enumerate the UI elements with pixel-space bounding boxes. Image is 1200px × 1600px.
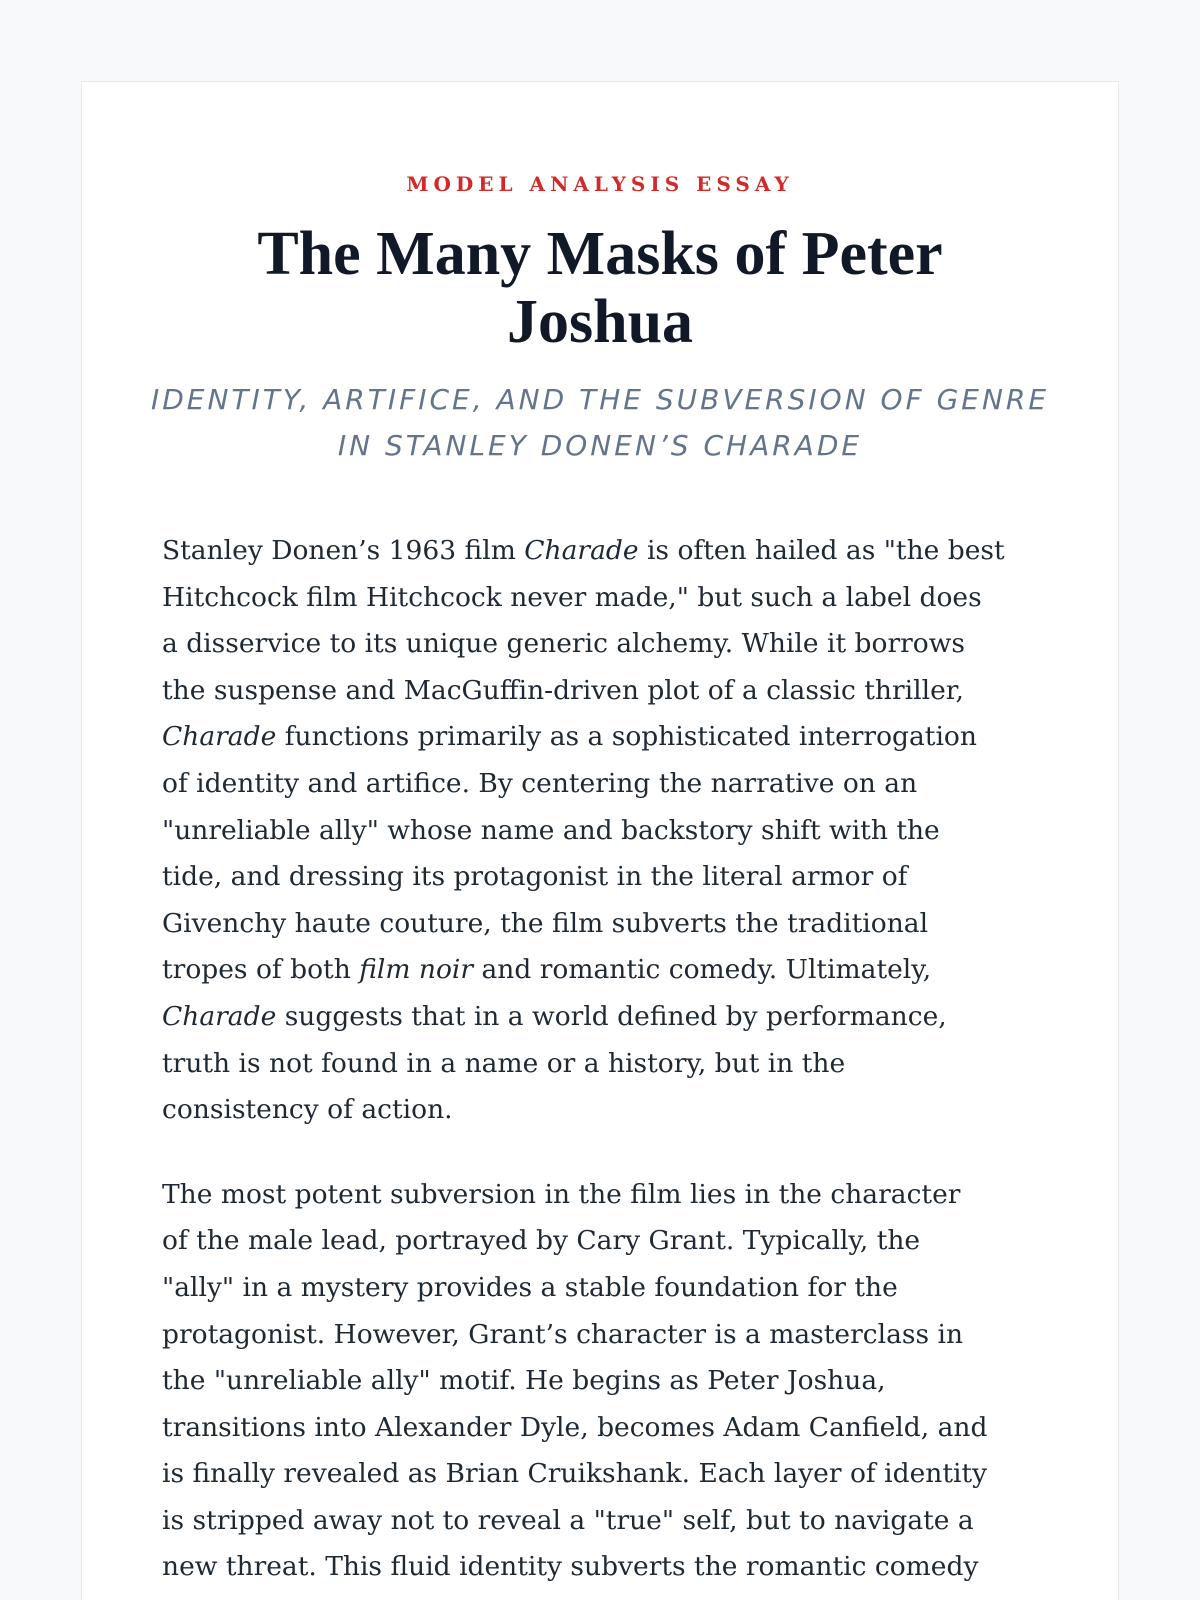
- text-run: and romantic comedy. Ultimately,: [473, 954, 932, 986]
- text-run: tide, and dressing its protagonist in the literal armor of: [162, 861, 908, 893]
- italic-text-run: Charade: [162, 1000, 277, 1032]
- text-run: the suspense and MacGuffin-driven plot of a classic thriller,: [162, 674, 964, 706]
- essay-paragraph: [162, 528, 1042, 1134]
- paragraph-line: [162, 994, 1042, 1041]
- paragraph-line: [162, 668, 1042, 715]
- text-run: truth is not found in a name or a history, but in the: [162, 1047, 846, 1079]
- italic-text-run: Charade: [162, 721, 277, 753]
- italic-text-run: Charade: [524, 535, 639, 566]
- text-run: Hitchcock film Hitchcock never made," but such a label does: [162, 581, 982, 613]
- paragraph-line: [162, 808, 1042, 855]
- text-run: "ally" in a mystery provides a stable foundation for the: [162, 1271, 898, 1303]
- paragraph-line: [162, 1087, 1042, 1134]
- text-run: functions primarily as a sophisticated interrogation: [276, 721, 977, 753]
- paragraph-line: [162, 901, 1042, 948]
- paragraph-line: [162, 1544, 1042, 1591]
- paragraph-line: [162, 1172, 1042, 1219]
- paragraph-line: [162, 761, 1042, 808]
- essay-paragraph: [162, 1172, 1042, 1591]
- essay-body: [162, 528, 1042, 1600]
- paragraph-line: [162, 621, 1042, 668]
- text-run: Givenchy haute couture, the film subverts the traditional: [162, 907, 929, 939]
- text-run: "unreliable ally" whose name and backstory shift with the: [162, 814, 940, 846]
- paragraph-line: [162, 1405, 1042, 1452]
- text-run: of identity and artifice. By centering the narrative on an: [162, 767, 918, 799]
- paragraph-line: [162, 1451, 1042, 1498]
- paragraph-line: [162, 1312, 1042, 1359]
- text-run: suggests that in a world defined by performance,: [276, 1000, 947, 1032]
- paragraph-line: [162, 1041, 1042, 1088]
- italic-text-run: film noir: [359, 954, 474, 986]
- text-run: consistency of action.: [162, 1094, 453, 1126]
- text-run: is often hailed as "the best: [638, 535, 1005, 566]
- text-run: Stanley Donen’s 1963 film: [162, 535, 525, 566]
- essay-card: [81, 81, 1119, 1600]
- text-run: The most potent subversion in the film lies in the character: [162, 1178, 961, 1210]
- paragraph-line: [162, 714, 1042, 761]
- paragraph-line: [162, 1498, 1042, 1545]
- paragraph-line: [162, 1218, 1042, 1265]
- essay-subtitle: IDENTITY, ARTIFICE, AND THE SUBVERSION OF GENRE IN STANLEY DONEN’S CHARADE: [150, 383, 1050, 462]
- essay-kicker: MODEL ANALYSIS ESSAY: [406, 172, 794, 196]
- text-run: new threat. This fluid identity subverts the romantic comedy: [162, 1551, 979, 1583]
- text-run: a disservice to its unique generic alchemy. While it borrows: [162, 628, 966, 660]
- paragraph-line: [162, 1265, 1042, 1312]
- text-run: is stripped away not to reveal a "true" self, but to navigate a: [162, 1504, 974, 1536]
- text-run: of the male lead, portrayed by Cary Grant. Typically, the: [162, 1225, 921, 1257]
- text-run: transitions into Alexander Dyle, becomes Adam Canfield, and: [162, 1411, 988, 1443]
- text-run: tropes of both: [162, 954, 360, 986]
- text-run: the "unreliable ally" motif. He begins as Peter Joshua,: [162, 1365, 886, 1397]
- text-run: is finally revealed as Brian Cruikshank. Each layer of identity: [162, 1458, 988, 1490]
- paragraph-line: [162, 1358, 1042, 1405]
- essay-title: The Many Masks of Peter Joshua: [257, 220, 943, 356]
- paragraph-line: [162, 575, 1042, 622]
- paragraph-line: [162, 854, 1042, 901]
- text-run: protagonist. However, Grant’s character is a masterclass in: [162, 1318, 964, 1350]
- paragraph-line: [162, 947, 1042, 994]
- paragraph-line: [162, 528, 1042, 575]
